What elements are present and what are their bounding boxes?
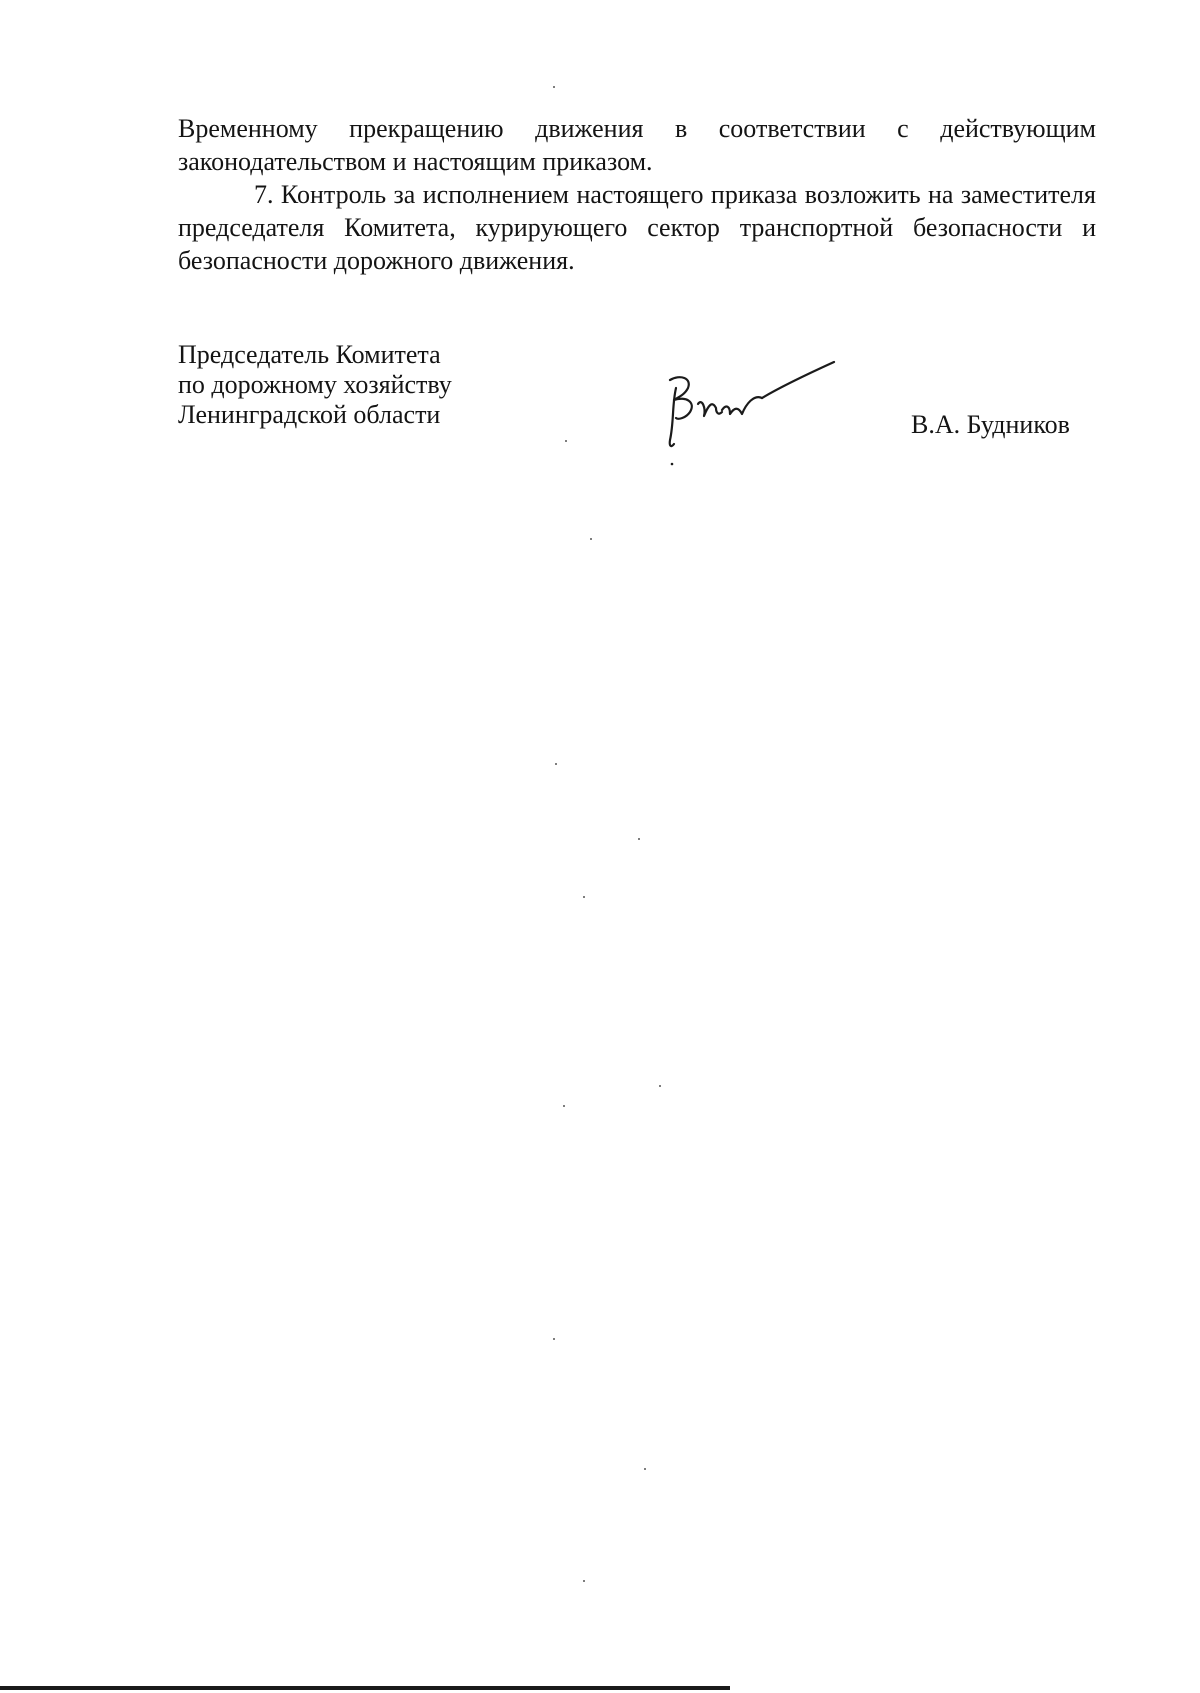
scan-edge-line [0, 1686, 730, 1690]
paragraph-item-7: 7. Контроль за исполнением настоящего приказа возложить на заместителя председателя Комитета, курирующего сектор транспортной безопасности и безопасности дорожного движения. [178, 180, 1096, 275]
scan-speck [638, 838, 640, 840]
paragraph-continuation: Временному прекращению движения в соответствии с действующим законодательством и настоящим приказом. [178, 114, 1096, 176]
signatory-line: по дорожному хозяйству [178, 370, 452, 399]
scan-speck [583, 1580, 585, 1582]
signer-name: В.А. Будников [911, 410, 1070, 439]
signatory-line: Председатель Комитета [178, 340, 441, 369]
scan-speck [563, 1105, 565, 1107]
scan-speck [553, 86, 555, 88]
scan-speck [644, 1468, 646, 1470]
document-body [178, 112, 1096, 277]
scan-speck [553, 1338, 555, 1340]
scan-speck [555, 763, 557, 765]
scan-speck [583, 896, 585, 898]
signatory-line: Ленинградской области [178, 400, 441, 429]
signatory-block [178, 340, 452, 430]
scan-speck [565, 440, 567, 442]
scan-speck [590, 538, 592, 540]
scan-speck [659, 1085, 661, 1087]
handwritten-signature [662, 360, 862, 470]
